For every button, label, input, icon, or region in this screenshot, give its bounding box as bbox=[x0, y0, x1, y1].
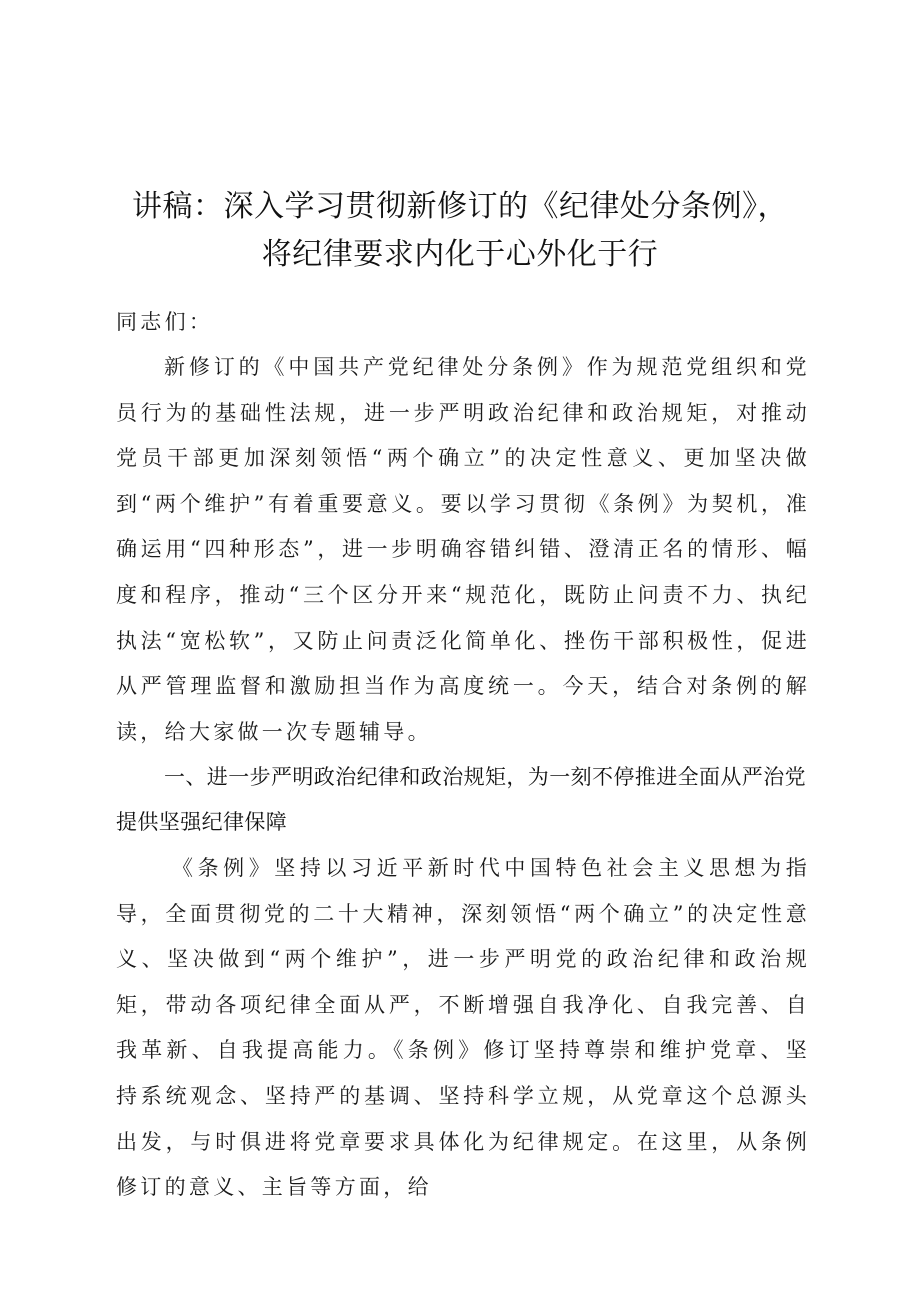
document-title bbox=[100, 183, 820, 279]
paragraph-section-1: 《条例》坚持以习近平新时代中国特色社会主义思想为指导，全面贯彻党的二十大精神，深刻领悟“两个确立”的决定性意义、坚决做到“两个维护”，进一步严明党的政治纪律和政治规矩，带动各项纪律全面从严，不断增强自我净化、自我完善、自我革新、自我提高能力。《条例》修订坚持尊崇和维护党章、坚持系统观念、坚持严的基调、坚持科学立规，从党章这个总源头出发，与时俱进将党章要求具体化为纪律规定。在这里，从条例修订的意义、主旨等方面，给 bbox=[116, 856, 810, 1200]
salutation: 同志们： bbox=[116, 310, 214, 334]
title-line-2: 将纪律要求内化于心外化于行 bbox=[261, 237, 659, 272]
section-heading-1: 一、进一步严明政治纪律和政治规矩，为一刻不停推进全面从严治党提供坚强纪律保障 bbox=[116, 765, 806, 834]
paragraph-intro: 新修订的《中国共产党纪律处分条例》作为规范党组织和党员行为的基础性法规，进一步严明政治纪律和政治规矩，对推动党员干部更加深刻领悟“两个确立”的决定性意义、更加坚决做到“两个维护”有着重要意义。要以学习贯彻《条例》为契机，准确运用“四种形态”，进一步明确容错纠错、澄清正名的情形、幅度和程序，推动“三个区分开来“规范化，既防止问责不力、执纪执法“宽松软”，又防止问责泛化简单化、挫伤干部积极性，促进从严管理监督和激励担当作为高度统一。今天，结合对条例的解读，给大家做一次专题辅导。 bbox=[116, 355, 810, 744]
title-line-1: 讲稿：深入学习贯彻新修订的《纪律处分条例》， bbox=[132, 189, 788, 224]
